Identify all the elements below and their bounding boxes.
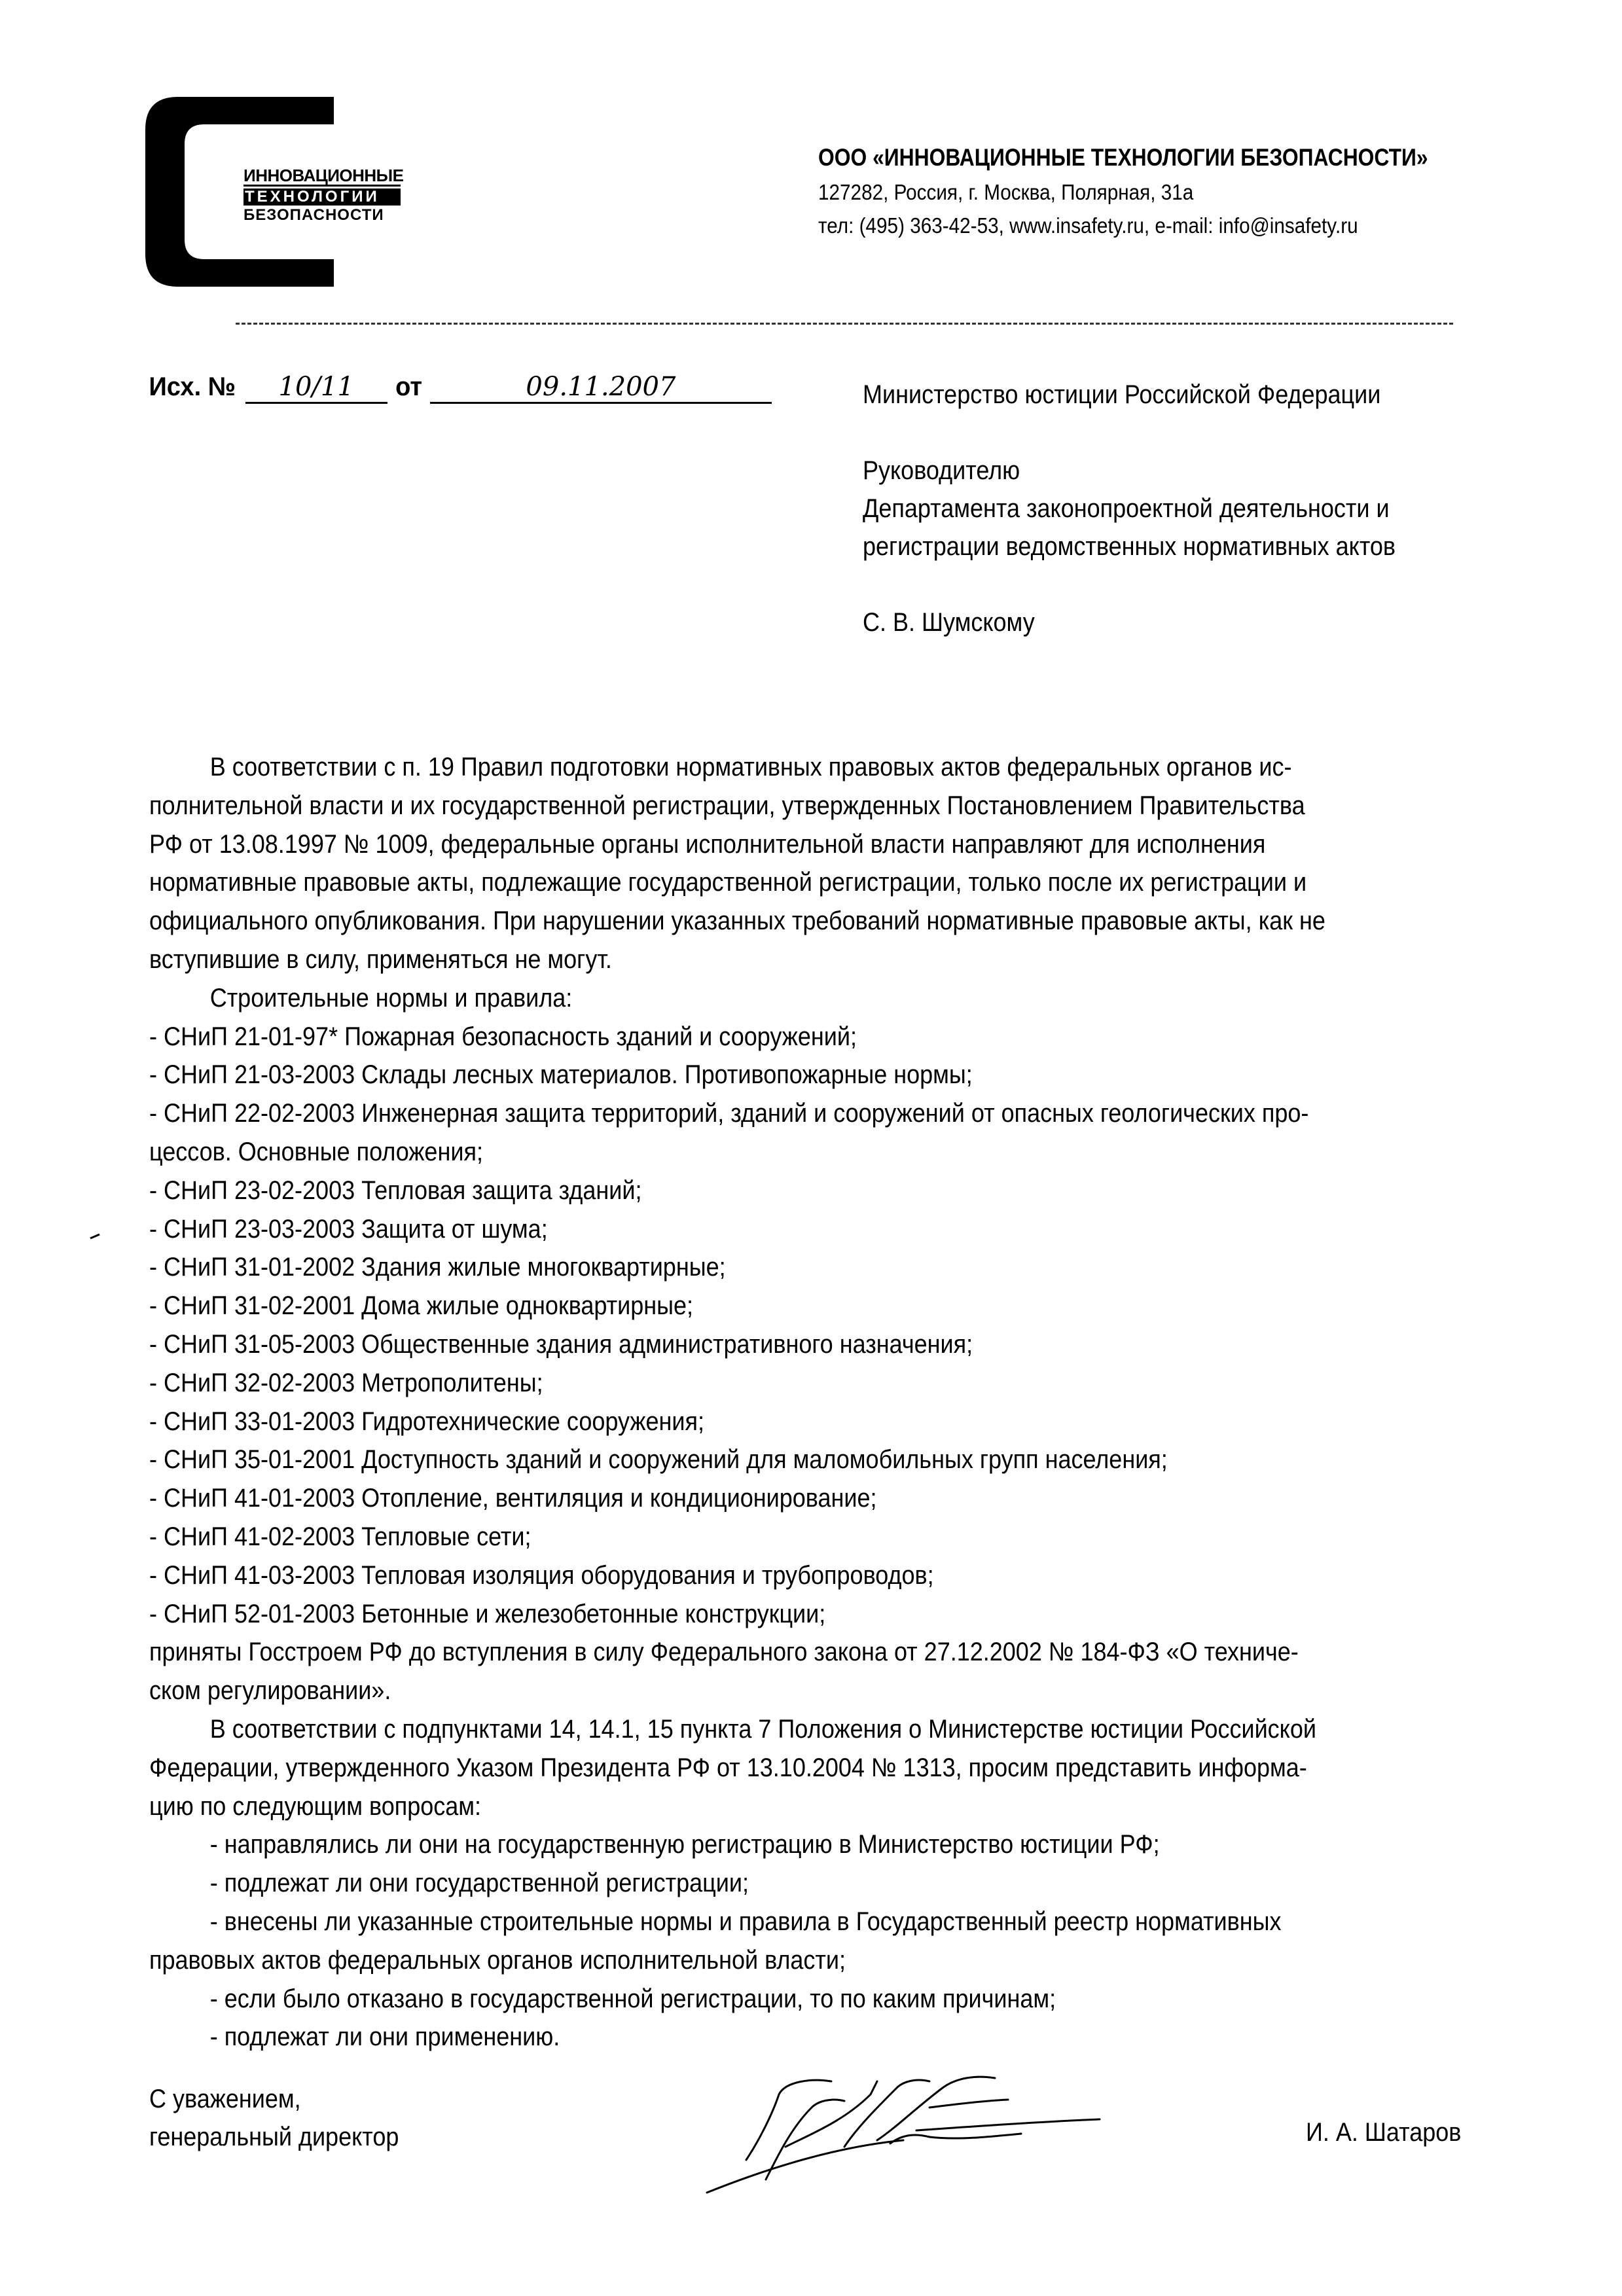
list-item: - СНиП 21-01-97* Пожарная безопасность зданий и сооружений; xyxy=(149,1022,857,1051)
ref-number-label: Исх. № xyxy=(149,372,236,401)
outgoing-reference xyxy=(147,372,772,404)
body-line: официального опубликования. При нарушении указанных требований нормативные правовые акты, как не xyxy=(149,906,1325,936)
stray-mark-icon xyxy=(89,1233,102,1240)
logo-line-1: ИННОВАЦИОННЫЕ xyxy=(243,166,404,185)
body-line: В соответствии с п. 19 Правил подготовки нормативных правовых актов федеральных органов ис- xyxy=(209,753,1292,781)
closing-regards: С уважением, xyxy=(149,2085,301,2113)
body-line: вступившие в силу, применяться не могут. xyxy=(149,944,612,974)
closing-block xyxy=(149,2080,427,2156)
body-line: полнительной власти и их государственной регистрации, утвержденных Постановлением Правительства xyxy=(149,791,1305,820)
list-item: - СНиП 52-01-2003 Бетонные и железобетонные конструкции; xyxy=(149,1599,826,1628)
body-line: Строительные нормы и правила: xyxy=(209,983,573,1013)
list-item: - СНиП 31-05-2003 Общественные здания административного назначения; xyxy=(149,1329,973,1359)
question-item: - если было отказано в государственной регистрации, то по каким причинам; xyxy=(209,1984,1056,2013)
list-item: - СНиП 32-02-2003 Метрополитены; xyxy=(149,1368,543,1397)
ref-date-label: от xyxy=(395,372,422,401)
list-item: цессов. Основные положения; xyxy=(149,1137,483,1166)
list-item: - СНиП 41-01-2003 Отопление, вентиляция и кондиционирование; xyxy=(149,1484,877,1513)
list-item: - СНиП 22-02-2003 Инженерная защита территорий, зданий и сооружений от опасных геологических про- xyxy=(149,1099,1309,1128)
list-item: - СНиП 35-01-2001 Доступность зданий и сооружений для маломобильных групп населения; xyxy=(149,1445,1168,1475)
body-line: нормативные правовые акты, подлежащие государственной регистрации, только после их регистрации и xyxy=(149,868,1307,897)
company-name: ООО «ИННОВАЦИОННЫЕ ТЕХНОЛОГИИ БЕЗОПАСНОСТИ» xyxy=(818,144,1428,171)
body-line: ском регулировании». xyxy=(149,1676,391,1706)
list-item: - СНиП 41-03-2003 Тепловая изоляция оборудования и трубопроводов; xyxy=(149,1560,934,1590)
closing-position: генеральный директор xyxy=(149,2123,399,2151)
body-line: приняты Госстроем РФ до вступления в силу Федерального закона от 27.12.2002 № 184-ФЗ «О техниче- xyxy=(149,1638,1299,1667)
body-line: Федерации, утвержденного Указом Президента РФ от 13.10.2004 № 1313, просим представить информа- xyxy=(149,1753,1307,1782)
question-item: правовых актов федеральных органов исполнительной власти; xyxy=(149,1945,846,1975)
body-line: В соответствии с подпунктами 14, 14.1, 15 пункта 7 Положения о Министерстве юстиции Российской xyxy=(209,1714,1316,1744)
body-line: цию по следующим вопросам: xyxy=(149,1791,482,1821)
body-line: РФ от 13.08.1997 № 1009, федеральные органы исполнительной власти направляют для исполнения xyxy=(149,829,1266,859)
recipient-department-line2: регистрации ведомственных нормативных актов xyxy=(863,532,1396,561)
question-item: - направлялись ли они на государственную регистрацию в Министерство юстиции РФ; xyxy=(209,1830,1160,1859)
list-item: - СНиП 33-01-2003 Гидротехнические сооружения; xyxy=(149,1407,704,1436)
letterhead xyxy=(818,145,1527,236)
recipient-name: С. В. Шумскому xyxy=(863,608,1035,637)
recipient-block xyxy=(863,376,1455,641)
list-item: - СНиП 31-01-2002 Здания жилые многоквартирные; xyxy=(149,1253,726,1282)
list-item: - СНиП 23-03-2003 Защита от шума; xyxy=(149,1214,548,1244)
question-item: - внесены ли указанные строительные нормы и правила в Государственный реестр нормативных xyxy=(209,1907,1282,1936)
letterhead-divider xyxy=(236,323,1453,325)
letter-body xyxy=(149,748,1498,2056)
list-item: - СНиП 21-03-2003 Склады лесных материалов. Противопожарные нормы; xyxy=(149,1060,973,1090)
recipient-department-line1: Департамента законопроектной деятельности и xyxy=(863,494,1390,523)
handwritten-signature xyxy=(681,2068,1113,2199)
list-item: - СНиП 41-02-2003 Тепловые сети; xyxy=(149,1522,532,1551)
question-item: - подлежат ли они государственной регистрации; xyxy=(209,1869,749,1898)
logo-line-2: ТЕХНОЛОГИИ xyxy=(243,188,401,206)
list-item: - СНиП 31-02-2001 Дома жилые одноквартирные; xyxy=(149,1291,694,1321)
signer-name: И. А. Шатаров xyxy=(1306,2118,1462,2147)
question-item: - подлежат ли они применению. xyxy=(209,2022,560,2052)
logo-line-3: БЕЗОПАСНОСТИ xyxy=(243,206,384,224)
list-item: - СНиП 23-02-2003 Тепловая защита зданий; xyxy=(149,1175,642,1205)
ref-date-value: 09.11.2007 xyxy=(430,372,772,404)
company-contacts: тел: (495) 363-42-53, www.insafety.ru, e-mail: info@insafety.ru xyxy=(818,213,1358,238)
recipient-ministry: Министерство юстиции Российской Федерации xyxy=(863,380,1381,409)
recipient-title: Руководителю xyxy=(863,456,1020,485)
company-address: 127282, Россия, г. Москва, Полярная, 31а xyxy=(818,180,1194,204)
logo-wordmark xyxy=(243,166,404,224)
ref-number-value: 10/11 xyxy=(245,372,387,404)
